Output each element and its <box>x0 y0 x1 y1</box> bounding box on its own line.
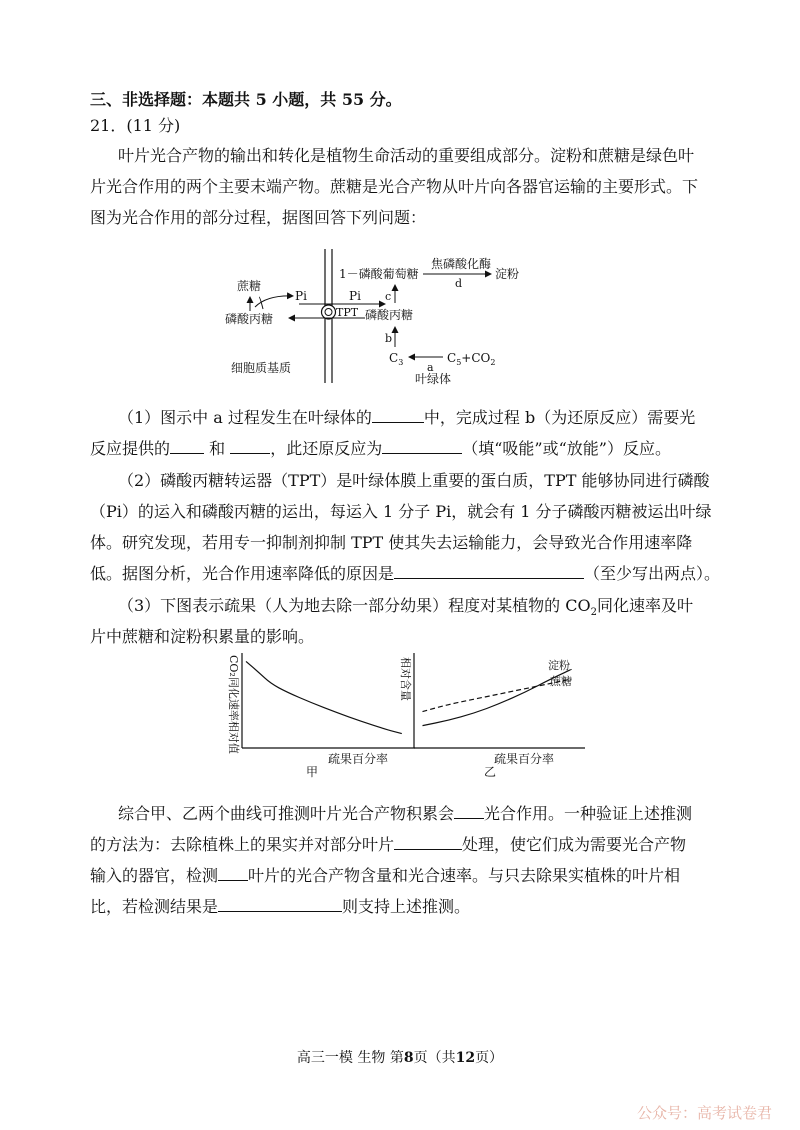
q3b-line-1: 综合甲、乙两个曲线可推测叶片光合产物积累会 光合作用。一种验证上述推测 <box>118 804 693 823</box>
chart-yi-series-sucrose <box>423 679 572 712</box>
q3b-blank-treatment[interactable] <box>394 835 462 850</box>
chart-yi-legend-sucrose: 蔗糖 <box>550 675 572 688</box>
q2-line-3: 体。研究发现，若用专一抑制剂抑制 TPT 使其失去运输能力，会导致光合作用速率降 <box>90 533 693 552</box>
tpt-label: TPT <box>336 306 359 319</box>
intro-line-2: 片光合作用的两个主要末端产物。蔗糖是光合产物从叶片向各器官运输的主要形式。下 <box>90 177 699 196</box>
chart-yi-legend-starch: 淀粉 <box>548 659 570 672</box>
c5-co2-label: $C_5+CO_2$ <box>447 351 496 367</box>
label-c: c <box>385 290 392 303</box>
enzyme-label: 焦磷酸化酶 <box>431 257 492 271</box>
chart-yi <box>390 645 595 780</box>
chart-yi-xlabel: 疏果百分率 <box>494 752 555 766</box>
glucose1p-label: 1－磷酸葡萄糖 <box>339 267 419 281</box>
chart-yi-series-starch <box>423 669 572 725</box>
triose-left-label: 磷酸丙糖 <box>225 312 274 326</box>
pathway-diagram <box>215 245 525 390</box>
q1-blank-product-2[interactable] <box>230 439 270 454</box>
q3b-line-3: 输入的器官，检测 叶片的光合产物含量和光合速率。与只去除果实植株的叶片相 <box>90 866 681 885</box>
section-header: 三、非选择题：本题共 5 小题，共 55 分。 <box>90 90 402 109</box>
q2-line-2: （Pi）的运入和磷酸丙糖的运出，每运入 1 分子 Pi，就会有 1 分子磷酸丙糖被运出叶绿 <box>90 502 712 521</box>
q2-line-4: 低。据图分析，光合作用速率降低的原因是 （至少写出两点）。 <box>90 564 721 583</box>
q1-blank-location[interactable] <box>372 408 424 423</box>
q1-line-2: 反应提供的 和 ，此还原反应为 （填“吸能”或“放能”）反应。 <box>90 439 671 458</box>
q3-line-2: 片中蔗糖和淀粉积累量的影响。 <box>90 627 315 646</box>
chloroplast-label: 叶绿体 <box>415 372 452 386</box>
q3b-blank-effect[interactable] <box>454 804 484 819</box>
q1-blank-reaction-type[interactable] <box>382 439 462 454</box>
intro-line-3: 图为光合作用的部分过程，据图回答下列问题： <box>90 208 427 227</box>
tpt-transporter <box>322 305 336 319</box>
q2-blank-reason[interactable] <box>394 564 584 579</box>
chart-yi-title: 乙 <box>484 765 497 779</box>
q2-line-1: （2）磷酸丙糖转运器（TPT）是叶绿体膜上重要的蛋白质，TPT 能够协同进行磷酸 <box>118 471 710 490</box>
chart-jia-xlabel: 疏果百分率 <box>328 752 389 766</box>
intro-line-1: 叶片光合产物的输出和转化是植物生命活动的重要组成部分。淀粉和蔗糖是绿色叶 <box>118 146 695 165</box>
pi-left-label: Pi <box>295 289 307 303</box>
sucrose-label: 蔗糖 <box>237 279 262 293</box>
q3b-blank-result[interactable] <box>218 897 342 912</box>
chart-yi-ylabel: 相对含量 <box>399 657 412 701</box>
page-footer: 高三一模 生物 第8页（共12页） <box>296 1050 504 1066</box>
q1-line-1: （1）图示中 a 过程发生在叶绿体的 中，完成过程 b（为还原反应）需要光 <box>118 408 696 427</box>
triose-right-label: 磷酸丙糖 <box>365 308 414 322</box>
q3b-line-4: 比，若检测结果是 则支持上述推测。 <box>90 897 471 916</box>
label-b: b <box>385 332 393 345</box>
q3b-line-2: 的方法为：去除植株上的果实并对部分叶片 处理，使它们成为需要光合产物 <box>90 835 687 854</box>
chart-jia-title: 甲 <box>306 765 319 779</box>
label-d: d <box>455 277 463 290</box>
watermark: 公众号：高考试卷君 <box>636 1104 772 1122</box>
question-number: 21．(11 分) <box>90 116 181 135</box>
q3b-blank-leaf[interactable] <box>218 866 248 881</box>
pi-right-label: Pi <box>349 289 361 303</box>
q1-blank-product-1[interactable] <box>170 439 204 454</box>
cytosol-label: 细胞质基质 <box>231 361 292 375</box>
chart-jia-series-line <box>246 661 402 733</box>
c3-label: $C_3$ <box>389 351 404 367</box>
chart-jia-ylabel: CO₂同化速率相对值 <box>227 655 240 754</box>
q3-line-1: （3）下图表示疏果（人为地去除一部分幼果）程度对某植物的 $CO_2$同化速率及叶 <box>118 596 694 619</box>
label-a: a <box>427 361 434 374</box>
starch-label: 淀粉 <box>495 267 520 281</box>
